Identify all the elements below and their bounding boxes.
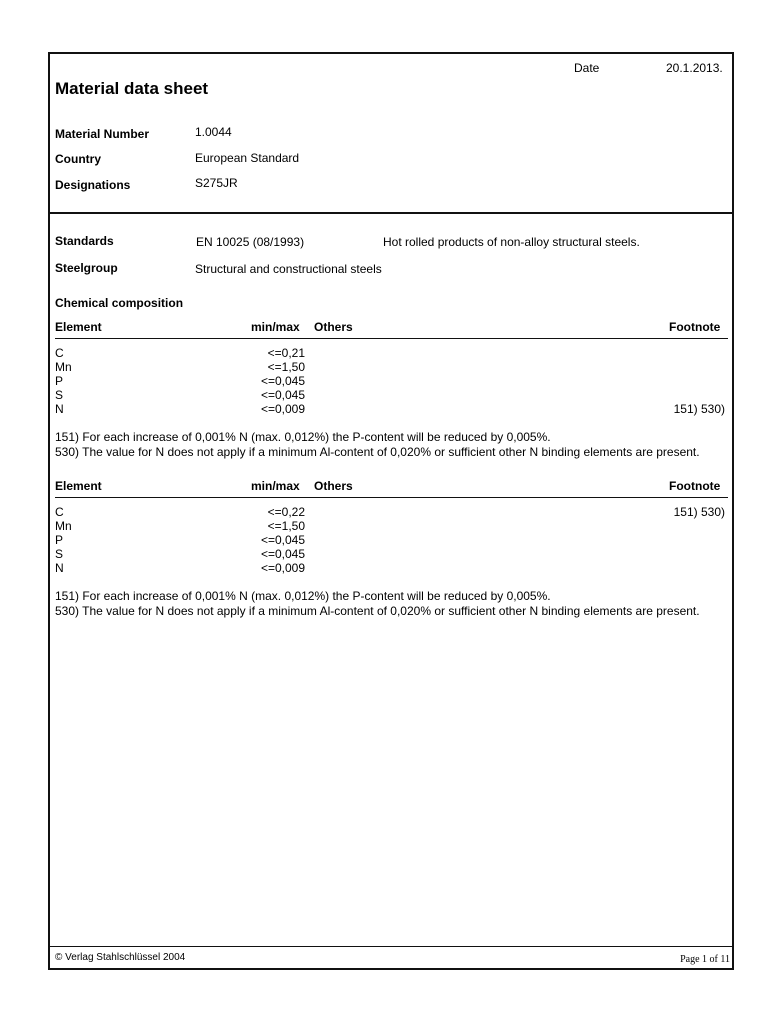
material-number-label: Material Number [55, 127, 150, 141]
minmax-cell: <=0,22 [267, 505, 305, 519]
column-header-element: Element [55, 479, 102, 493]
date-label: Date [574, 61, 600, 75]
element-cell: P [55, 374, 64, 388]
element-cell: C [55, 505, 64, 519]
page-number: Page 1 of 11 [680, 954, 730, 965]
country-value: European Standard [195, 151, 300, 165]
footnote-text: 151) For each increase of 0,001% N (max. 0,012%) the P-content will be reduced by 0,005%. [55, 589, 551, 603]
element-cell: N [55, 402, 64, 416]
footer-separator [48, 946, 734, 947]
element-cell: Mn [55, 360, 72, 374]
designations-label: Designations [55, 178, 131, 192]
page-title: Material data sheet [55, 79, 209, 98]
standards-label: Standards [55, 234, 114, 248]
steelgroup-value: Structural and constructional steels [195, 262, 382, 276]
minmax-cell: <=0,21 [267, 346, 305, 360]
column-header-footnote: Footnote [669, 320, 721, 334]
table-row [55, 388, 725, 402]
table-row [55, 360, 725, 374]
column-header-element: Element [55, 320, 102, 334]
standards-description: Hot rolled products of non-alloy structural steels. [383, 235, 640, 249]
table-row [55, 519, 725, 533]
column-header-others: Others [314, 479, 353, 493]
table-row [55, 346, 725, 360]
footnote-text: 530) The value for N does not apply if a minimum Al-content of 0,020% or sufficient other N binding elements are present. [55, 604, 700, 618]
minmax-cell: <=0,045 [260, 533, 305, 547]
minmax-cell: <=0,009 [260, 561, 305, 575]
table-row [55, 533, 725, 547]
column-header-others: Others [314, 320, 353, 334]
copyright-text: © Verlag Stahlschlüssel 2004 [55, 952, 186, 963]
footnote-text: 151) For each increase of 0,001% N (max. 0,012%) the P-content will be reduced by 0,005%. [55, 430, 551, 444]
chemical-heading: Chemical composition [55, 296, 184, 310]
column-header-minmax: min/max [251, 479, 300, 493]
steelgroup-label: Steelgroup [55, 261, 118, 275]
column-header-footnote: Footnote [669, 479, 721, 493]
footnote-text: 530) The value for N does not apply if a minimum Al-content of 0,020% or sufficient other N binding elements are present. [55, 445, 700, 459]
element-cell: N [55, 561, 64, 575]
table-row [55, 547, 725, 561]
table-rule [55, 338, 728, 339]
table-row [55, 402, 725, 416]
column-header-minmax: min/max [251, 320, 300, 334]
element-cell: S [55, 547, 64, 561]
footnote-cell: 151) 530) [673, 402, 725, 416]
table-row [55, 505, 725, 519]
minmax-cell: <=1,50 [267, 360, 305, 374]
header-separator [48, 212, 734, 214]
footnote-cell: 151) 530) [673, 505, 725, 519]
country-label: Country [55, 152, 101, 166]
element-cell: Mn [55, 519, 72, 533]
table-row [55, 374, 725, 388]
standards-code: EN 10025 (08/1993) [196, 235, 305, 249]
designations-value: S275JR [195, 176, 238, 190]
minmax-cell: <=0,045 [260, 547, 305, 561]
minmax-cell: <=1,50 [267, 519, 305, 533]
minmax-cell: <=0,045 [260, 388, 305, 402]
element-cell: C [55, 346, 64, 360]
date-value: 20.1.2013. [666, 61, 723, 75]
element-cell: P [55, 533, 64, 547]
table-row [55, 561, 725, 575]
table-rule [55, 497, 728, 498]
material-number-value: 1.0044 [195, 125, 232, 139]
element-cell: S [55, 388, 64, 402]
minmax-cell: <=0,009 [260, 402, 305, 416]
minmax-cell: <=0,045 [260, 374, 305, 388]
